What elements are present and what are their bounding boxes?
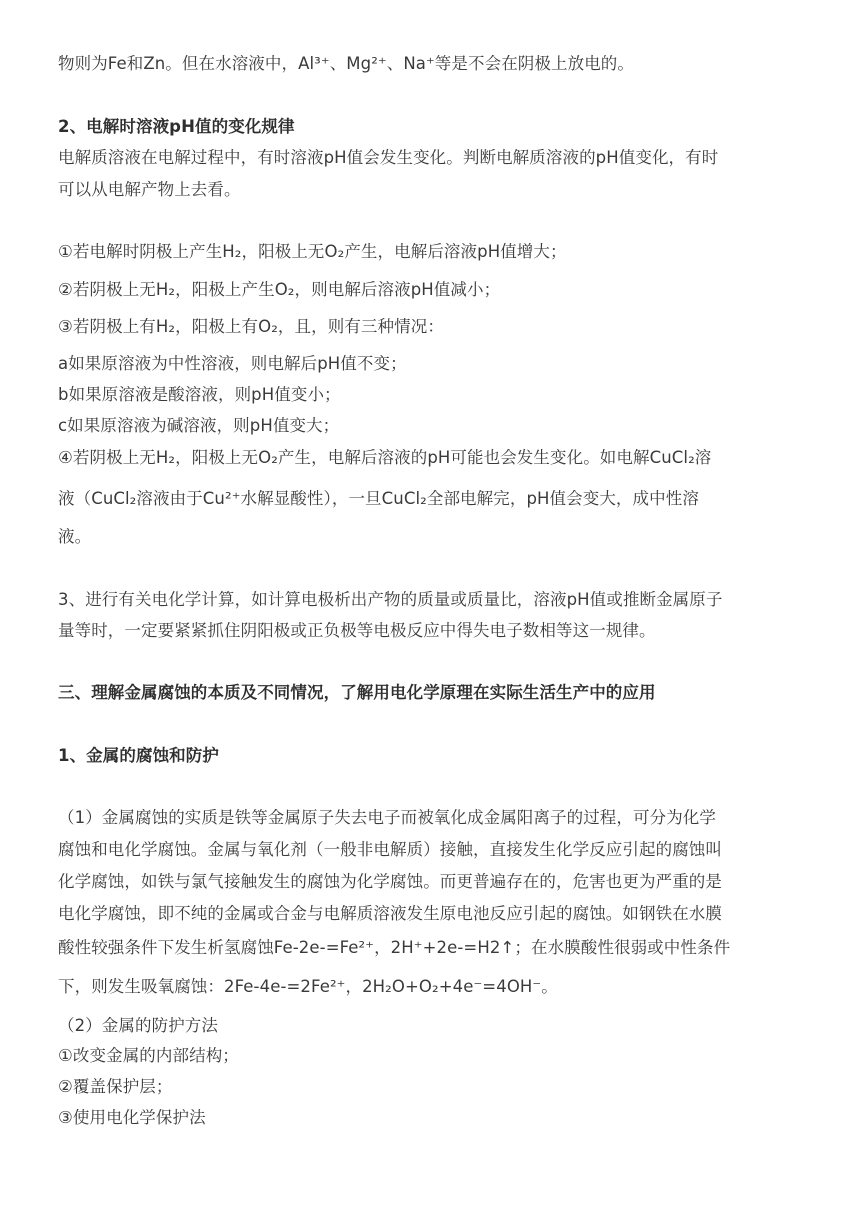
text-line: 腐蚀和电化学腐蚀。金属与氧化剂（一般非电解质）接触，直接发生化学反应引起的腐蚀叫 (58, 840, 722, 859)
list-item: ②覆盖保护层； (58, 1077, 173, 1096)
text-line: 物则为Fe和Zn。但在水溶液中，Al³⁺、Mg²⁺、Na⁺等是不会在阴极上放电的。 (58, 54, 634, 73)
list-item: ①若电解时阴极上产生H₂，阳极上无O₂产生，电解后溶液pH值增大； (58, 242, 567, 261)
list-item: a如果原溶液为中性溶液，则电解后pH值不变； (58, 354, 407, 373)
section-heading: 三、理解金属腐蚀的本质及不同情况，了解用电化学原理在实际生活生产中的应用 (58, 683, 656, 702)
list-item: b如果原溶液是酸溶液，则pH值变小； (58, 385, 341, 404)
text-line: 量等时，一定要紧紧抓住阴阳极或正负极等电极反应中得失电子数相等这一规律。 (58, 621, 656, 640)
text-line: 3、进行有关电化学计算，如计算电极析出产物的质量或质量比，溶液pH值或推断金属原子 (58, 590, 723, 609)
text-line: 可以从电解产物上去看。 (58, 180, 241, 199)
list-item: ①改变金属的内部结构； (58, 1046, 239, 1065)
list-item: c如果原溶液为碱溶液，则pH值变大； (58, 416, 340, 435)
list-item: （2）金属的防护方法 (58, 1016, 218, 1035)
text-line: 液（CuCl₂溶液由于Cu²⁺水解显酸性），一旦CuCl₂全部电解完，pH值会变大，成中性溶 (58, 489, 699, 508)
text-line: （1）金属腐蚀的实质是铁等金属原子失去电子而被氧化成金属阳离子的过程，可分为化学 (58, 808, 716, 827)
list-item: ③使用电化学保护法 (58, 1108, 206, 1127)
section-heading: 1、金属的腐蚀和防护 (58, 746, 219, 765)
section-heading: 2、电解时溶液pH值的变化规律 (58, 117, 295, 136)
list-item: ③若阴极上有H₂，阳极上有O₂，且，则有三种情况： (58, 317, 444, 336)
text-line: 电化学腐蚀，即不纯的金属或合金与电解质溶液发生原电池反应引起的腐蚀。如钢铁在水膜 (58, 904, 722, 923)
list-item: ④若阴极上无H₂，阳极上无O₂产生，电解后溶液的pH可能也会发生变化。如电解CuCl₂溶 (58, 448, 712, 467)
text-line: 电解质溶液在电解过程中，有时溶液pH值会发生变化。判断电解质溶液的pH值变化，有时 (58, 148, 719, 167)
text-line: 下，则发生吸氧腐蚀：2Fe-4e-=2Fe²⁺，2H₂O+O₂+4e⁻=4OH⁻。 (58, 977, 558, 996)
list-item: ②若阴极上无H₂，阳极上产生O₂，则电解后溶液pH值减小； (58, 280, 501, 299)
text-line: 化学腐蚀，如铁与氯气接触发生的腐蚀为化学腐蚀。而更普遍存在的，危害也更为严重的是 (58, 872, 722, 891)
text-line: 酸性较强条件下发生析氢腐蚀Fe-2e-=Fe²⁺，2H⁺+2e-=H2↑；在水膜酸性很弱或中性条件 (58, 938, 731, 957)
text-line: 液。 (58, 527, 92, 546)
